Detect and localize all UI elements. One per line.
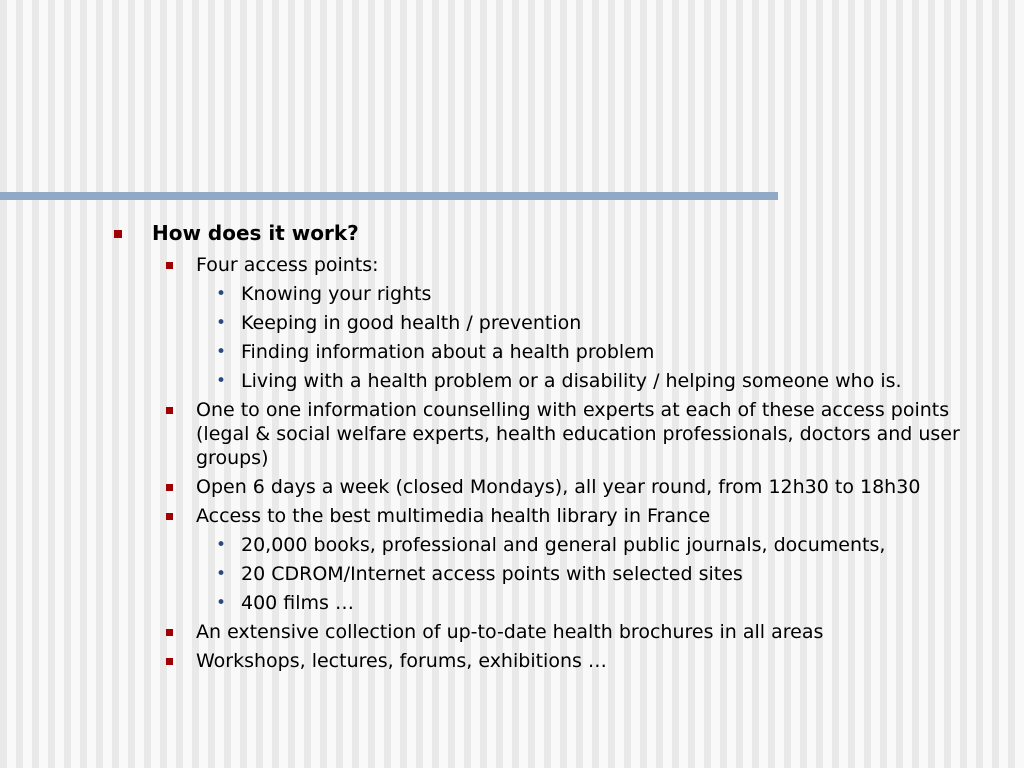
round-bullet-icon: •	[216, 564, 227, 584]
list-item-text: Open 6 days a week (closed Mondays), all year round, from 12h30 to 18h30	[196, 476, 921, 498]
heading-text: How does it work?	[152, 221, 359, 245]
round-bullet-icon: •	[216, 593, 227, 613]
list-item	[0, 475, 1024, 499]
slide-body	[0, 218, 1024, 673]
list-item-text: Workshops, lectures, forums, exhibitions …	[196, 650, 607, 672]
sub-list-item	[0, 340, 1024, 364]
sub-list-item	[0, 311, 1024, 335]
sub-list-item	[0, 282, 1024, 306]
square-bullet-icon	[166, 658, 173, 665]
title-divider-rule	[0, 192, 778, 200]
square-bullet-icon	[114, 230, 122, 238]
list-item-text: Four access points:	[196, 254, 379, 276]
list-item	[0, 620, 1024, 644]
round-bullet-icon: •	[216, 313, 227, 333]
square-bullet-icon	[166, 513, 173, 520]
list-item	[0, 253, 1024, 277]
sub-list-item-text: Finding information about a health problem	[241, 341, 655, 363]
sub-list-item-text: 20,000 books, professional and general public journals, documents,	[241, 534, 886, 556]
sub-list-item	[0, 591, 1024, 615]
square-bullet-icon	[166, 629, 173, 636]
sub-list-item	[0, 533, 1024, 557]
list-item	[0, 398, 1024, 470]
sub-list-item-text: Keeping in good health / prevention	[241, 312, 582, 334]
list-item-text: An extensive collection of up-to-date health brochures in all areas	[196, 621, 824, 643]
list-item	[0, 504, 1024, 528]
sub-list-item-text: Knowing your rights	[241, 283, 432, 305]
sub-list-item-text: 20 CDROM/Internet access points with selected sites	[241, 563, 743, 585]
list-item	[0, 649, 1024, 673]
round-bullet-icon: •	[216, 371, 227, 391]
square-bullet-icon	[166, 407, 173, 414]
round-bullet-icon: •	[216, 284, 227, 304]
sub-list-item-text: Living with a health problem or a disability / helping someone who is.	[241, 370, 902, 392]
sub-list-item-text: 400 films …	[241, 592, 354, 614]
round-bullet-icon: •	[216, 342, 227, 362]
square-bullet-icon	[166, 262, 173, 269]
sub-list-item	[0, 369, 1024, 393]
heading-item	[0, 218, 1024, 248]
list-item-text: One to one information counselling with experts at each of these access points (legal & social welfare experts, health education professionals, doctors and user groups)	[196, 399, 960, 469]
sub-list-item	[0, 562, 1024, 586]
round-bullet-icon: •	[216, 535, 227, 555]
list-item-text: Access to the best multimedia health library in France	[196, 505, 711, 527]
square-bullet-icon	[166, 484, 173, 491]
